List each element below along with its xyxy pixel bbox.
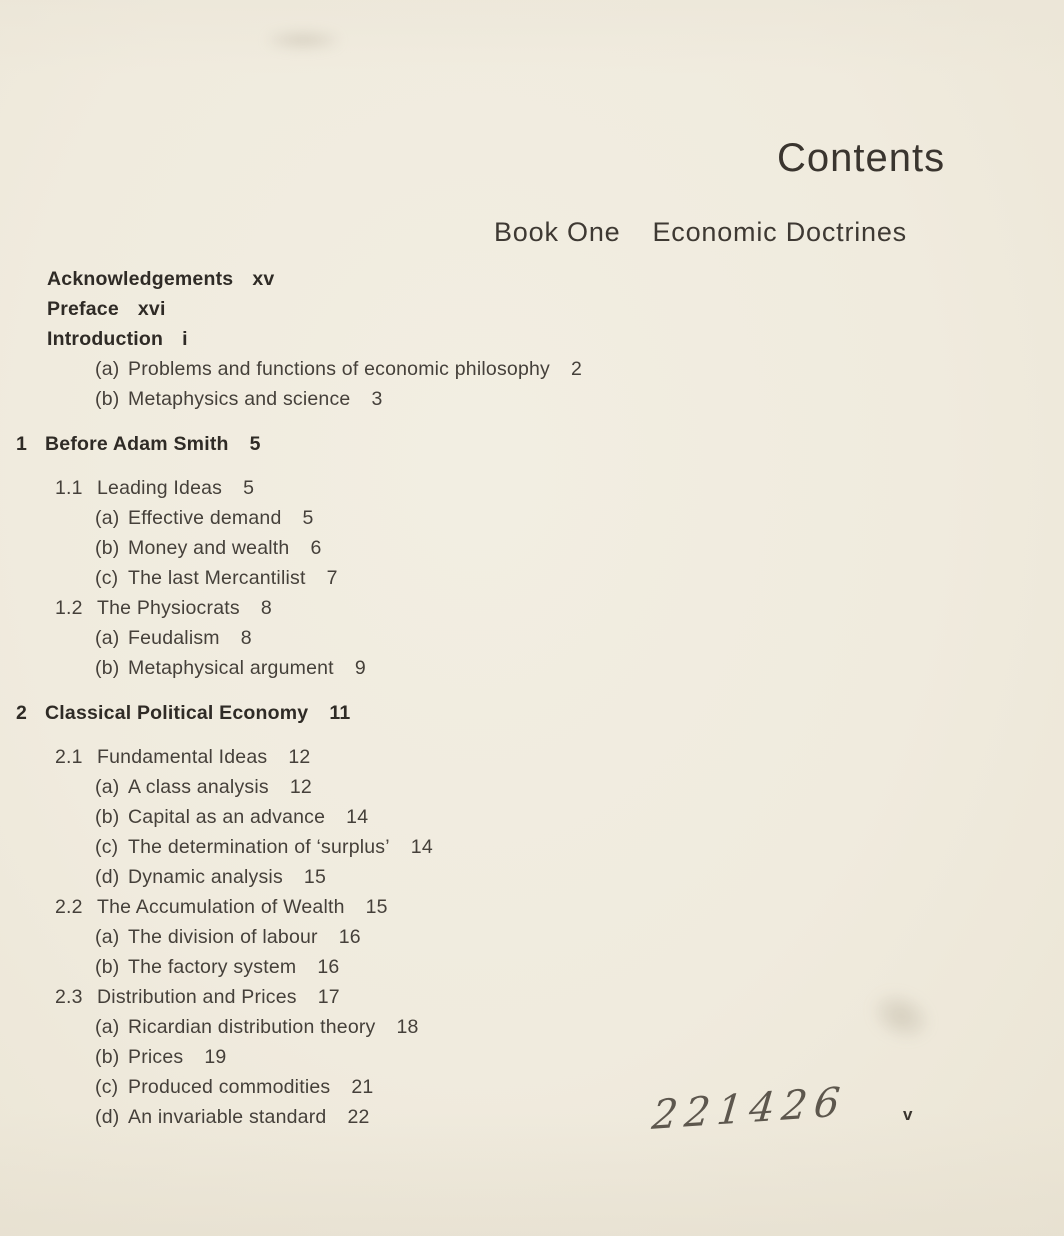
- toc-entry-title: The last Mercantilist: [128, 567, 306, 589]
- toc-entry-number: (b): [95, 956, 120, 978]
- toc-entry-title: Classical Political Economy: [45, 702, 309, 724]
- toc-entry-title: Introduction: [47, 328, 164, 350]
- toc-entry-number: (c): [95, 836, 119, 858]
- toc-entry-page: xv: [252, 268, 275, 290]
- toc-entry-title: Distribution and Prices: [97, 986, 297, 1008]
- toc-entry: [0, 473, 1000, 503]
- toc-entry-page: 17: [317, 986, 340, 1008]
- toc-entry-page: 12: [288, 746, 311, 768]
- toc-entry-title: Before Adam Smith: [45, 433, 229, 455]
- toc-entry: [0, 698, 1000, 728]
- toc-entry-page: 9: [354, 657, 366, 679]
- toc-entry-number: (d): [95, 866, 120, 888]
- toc-entry: [0, 832, 1000, 862]
- toc-entry-number: 2.2: [55, 896, 83, 918]
- toc-entry-page: xvi: [137, 298, 166, 320]
- toc-entry-page: 18: [396, 1016, 419, 1038]
- toc-entry-title: Problems and functions of economic philosophy: [128, 358, 550, 380]
- toc-entry: [47, 264, 1000, 294]
- toc-entry: [0, 1072, 1000, 1102]
- toc-entry-number: (b): [95, 806, 120, 828]
- toc-entry-number: (a): [95, 776, 120, 798]
- toc-entry-page: 12: [289, 776, 312, 798]
- toc-entry-title: The Physiocrats: [97, 597, 240, 619]
- toc-entry-page: 8: [260, 597, 272, 619]
- toc-entry-title: Produced commodities: [128, 1076, 331, 1098]
- toc-entry: [0, 653, 1000, 683]
- toc-entry-page: 6: [310, 537, 322, 559]
- toc-entry-number: (b): [95, 1046, 120, 1068]
- toc-entry: [47, 324, 1000, 354]
- handwritten-accession-number: 221426: [649, 1078, 849, 1140]
- toc-entry-page: 8: [240, 627, 252, 649]
- toc-entry-title: The division of labour: [128, 926, 318, 948]
- toc-entry-number: (b): [95, 537, 120, 559]
- toc-entry-title: The Accumulation of Wealth: [97, 896, 345, 918]
- toc-entry-page: 14: [410, 836, 433, 858]
- toc-entry-title: Fundamental Ideas: [97, 746, 268, 768]
- toc-entry: [0, 922, 1000, 952]
- toc-entry: [0, 952, 1000, 982]
- toc-entry: [0, 1042, 1000, 1072]
- toc-entry-title: Preface: [47, 298, 119, 320]
- toc-entry-number: 2.1: [55, 746, 83, 768]
- toc-entry: [0, 1102, 1000, 1132]
- toc-entry-number: 1: [16, 433, 28, 455]
- toc-entry-page: 16: [317, 956, 340, 978]
- toc-entry-number: (a): [95, 507, 120, 529]
- toc-entry-page: 19: [204, 1046, 227, 1068]
- toc-entry: [0, 503, 1000, 533]
- toc-entry-page: 14: [346, 806, 369, 828]
- toc-entry-number: (b): [95, 657, 120, 679]
- toc-entry-page: i: [182, 328, 188, 350]
- scan-smudge: [268, 32, 338, 48]
- toc-entry-page: 15: [303, 866, 327, 888]
- toc-entry-title: Feudalism: [128, 627, 220, 649]
- toc-entry-number: (a): [95, 358, 120, 380]
- toc-entry-number: 1.2: [55, 597, 83, 619]
- toc-entry-page: 7: [326, 567, 338, 589]
- toc-entry-title: A class analysis: [128, 776, 269, 798]
- book-number-label: Book One: [494, 217, 621, 247]
- toc-entry: [0, 982, 1000, 1012]
- page-number: v: [903, 1105, 913, 1124]
- toc-entry: [0, 772, 1000, 802]
- toc-entry-number: (a): [95, 1016, 120, 1038]
- toc-entry-number: (a): [95, 926, 120, 948]
- toc-entry: [0, 1012, 1000, 1042]
- page-title: Contents: [777, 136, 946, 180]
- toc-entry-title: Capital as an advance: [128, 806, 326, 828]
- toc-entry-page: 5: [302, 507, 314, 529]
- toc-entry-number: (c): [95, 567, 119, 589]
- toc-entry-number: (a): [95, 627, 120, 649]
- toc-entry-title: Ricardian distribution theory: [128, 1016, 376, 1038]
- book-heading: [494, 217, 907, 248]
- toc-entry: [0, 593, 1000, 623]
- toc-entry-title: Metaphysical argument: [128, 657, 334, 679]
- toc-entry-title: Dynamic analysis: [128, 866, 283, 888]
- toc-entry: [0, 563, 1000, 593]
- toc-entry-title: Money and wealth: [128, 537, 290, 559]
- toc-entry-number: (b): [95, 388, 120, 410]
- toc-entry-page: 3: [371, 388, 383, 410]
- toc-entry: [0, 429, 1000, 459]
- toc-entry: [47, 294, 1000, 324]
- toc-entry: [0, 533, 1000, 563]
- toc-entry-page: 11: [329, 702, 351, 724]
- toc-entry-number: (d): [95, 1106, 120, 1128]
- toc-entry: [0, 862, 1000, 892]
- toc-entry: [0, 384, 1000, 414]
- toc-entry: [0, 802, 1000, 832]
- toc-entry-title: Prices: [128, 1046, 184, 1068]
- toc-entry-number: 2: [16, 702, 28, 724]
- table-of-contents: [0, 264, 1000, 1132]
- toc-entry-page: 21: [351, 1076, 374, 1098]
- toc-entry-number: 2.3: [55, 986, 83, 1008]
- toc-entry: [0, 892, 1000, 922]
- toc-entry-page: 16: [338, 926, 361, 948]
- toc-entry-title: An invariable standard: [128, 1106, 327, 1128]
- toc-entry: [0, 623, 1000, 653]
- toc-entry-page: 15: [365, 896, 388, 918]
- toc-entry: [0, 354, 1000, 384]
- toc-entry-title: Metaphysics and science: [128, 388, 351, 410]
- toc-entry-title: Effective demand: [128, 507, 282, 529]
- toc-entry-number: (c): [95, 1076, 119, 1098]
- toc-entry-title: The determination of ‘surplus’: [128, 836, 390, 858]
- toc-entry-title: Acknowledgements: [47, 268, 234, 290]
- toc-entry-title: Leading Ideas: [97, 477, 223, 499]
- toc-entry-title: The factory system: [128, 956, 297, 978]
- book-title-label: Economic Doctrines: [652, 217, 907, 247]
- toc-entry-number: 1.1: [55, 477, 83, 499]
- toc-entry: [0, 742, 1000, 772]
- toc-entry-page: 5: [249, 433, 261, 455]
- toc-entry-page: 2: [571, 358, 583, 380]
- toc-entry-page: 5: [243, 477, 255, 499]
- toc-entry-page: 22: [347, 1106, 370, 1128]
